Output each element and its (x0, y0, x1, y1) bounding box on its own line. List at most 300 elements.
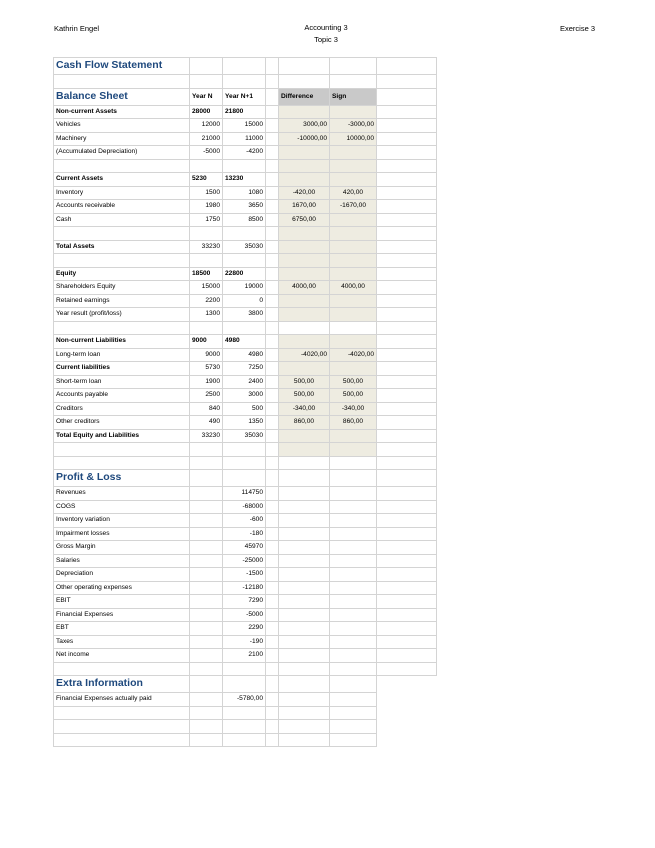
empty-cell[interactable] (329, 57, 377, 75)
empty-cell[interactable] (329, 527, 377, 542)
empty-cell[interactable] (329, 648, 377, 663)
empty-cell[interactable] (329, 733, 377, 748)
empty-cell[interactable] (329, 581, 377, 596)
empty-cell[interactable] (278, 608, 330, 623)
table-cell[interactable]: 19000 (222, 280, 266, 295)
empty-cell[interactable] (278, 226, 330, 241)
table-cell[interactable]: 33230 (189, 429, 223, 444)
empty-cell[interactable] (189, 594, 223, 609)
empty-cell[interactable] (265, 469, 279, 487)
table-cell[interactable]: 3650 (222, 199, 266, 214)
table-cell[interactable]: -10000,00 (278, 132, 330, 147)
empty-cell[interactable] (329, 621, 377, 636)
empty-cell[interactable] (53, 662, 190, 677)
empty-cell[interactable] (376, 226, 437, 241)
empty-cell[interactable] (265, 159, 279, 174)
empty-cell[interactable] (189, 567, 223, 582)
empty-cell[interactable] (376, 159, 437, 174)
empty-cell[interactable] (376, 280, 437, 295)
table-cell[interactable]: Gross Margin (53, 540, 190, 555)
empty-cell[interactable] (329, 105, 377, 120)
empty-cell[interactable] (222, 442, 266, 457)
empty-cell[interactable] (329, 675, 377, 693)
empty-cell[interactable] (329, 226, 377, 241)
table-cell[interactable]: 2100 (222, 648, 266, 663)
empty-cell[interactable] (278, 334, 330, 349)
empty-cell[interactable] (265, 253, 279, 268)
table-cell[interactable]: 500,00 (329, 388, 377, 403)
table-cell[interactable]: Non-current Assets (53, 105, 190, 120)
empty-cell[interactable] (189, 527, 223, 542)
table-cell[interactable]: 500 (222, 402, 266, 417)
empty-cell[interactable] (376, 388, 437, 403)
empty-cell[interactable] (265, 733, 279, 748)
empty-cell[interactable] (278, 513, 330, 528)
empty-cell[interactable] (278, 594, 330, 609)
empty-cell[interactable] (376, 361, 437, 376)
empty-cell[interactable] (265, 321, 279, 336)
table-cell[interactable]: -3000,00 (329, 118, 377, 133)
empty-cell[interactable] (278, 719, 330, 734)
table-cell[interactable]: -190 (222, 635, 266, 650)
table-cell[interactable]: 7290 (222, 594, 266, 609)
empty-cell[interactable] (53, 442, 190, 457)
empty-cell[interactable] (189, 733, 223, 748)
empty-cell[interactable] (265, 692, 279, 707)
empty-cell[interactable] (189, 675, 223, 693)
table-cell[interactable]: 500,00 (329, 375, 377, 390)
table-cell[interactable]: 5730 (189, 361, 223, 376)
table-cell[interactable]: Impairment losses (53, 527, 190, 542)
empty-cell[interactable] (265, 57, 279, 75)
empty-cell[interactable] (278, 105, 330, 120)
table-cell[interactable]: Inventory variation (53, 513, 190, 528)
table-cell[interactable]: 3000 (222, 388, 266, 403)
table-cell[interactable]: Revenues (53, 486, 190, 501)
table-cell[interactable]: Total Assets (53, 240, 190, 255)
empty-cell[interactable] (376, 294, 437, 309)
empty-cell[interactable] (222, 57, 266, 75)
empty-cell[interactable] (265, 226, 279, 241)
table-cell[interactable]: Depreciation (53, 567, 190, 582)
empty-cell[interactable] (329, 429, 377, 444)
empty-cell[interactable] (376, 240, 437, 255)
empty-cell[interactable] (265, 594, 279, 609)
header-year-n1[interactable]: Year N+1 (222, 88, 266, 106)
table-cell[interactable]: 4000,00 (278, 280, 330, 295)
empty-cell[interactable] (278, 145, 330, 160)
empty-cell[interactable] (53, 733, 190, 748)
empty-cell[interactable] (222, 733, 266, 748)
empty-cell[interactable] (222, 456, 266, 471)
empty-cell[interactable] (189, 57, 223, 75)
table-cell[interactable]: 2400 (222, 375, 266, 390)
empty-cell[interactable] (329, 334, 377, 349)
table-cell[interactable]: Current liabilities (53, 361, 190, 376)
empty-cell[interactable] (265, 442, 279, 457)
empty-cell[interactable] (376, 513, 437, 528)
empty-cell[interactable] (278, 307, 330, 322)
table-cell[interactable]: 4000,00 (329, 280, 377, 295)
empty-cell[interactable] (376, 132, 437, 147)
empty-cell[interactable] (189, 719, 223, 734)
table-cell[interactable]: 4980 (222, 348, 266, 363)
empty-cell[interactable] (189, 581, 223, 596)
table-cell[interactable]: 6750,00 (278, 213, 330, 228)
empty-cell[interactable] (278, 240, 330, 255)
empty-cell[interactable] (278, 621, 330, 636)
empty-cell[interactable] (278, 159, 330, 174)
empty-cell[interactable] (265, 456, 279, 471)
table-cell[interactable]: -1500 (222, 567, 266, 582)
empty-cell[interactable] (265, 199, 279, 214)
empty-cell[interactable] (265, 402, 279, 417)
table-cell[interactable]: -5780,00 (222, 692, 266, 707)
empty-cell[interactable] (265, 581, 279, 596)
table-cell[interactable]: 114750 (222, 486, 266, 501)
table-cell[interactable]: 15000 (222, 118, 266, 133)
empty-cell[interactable] (278, 57, 330, 75)
empty-cell[interactable] (189, 74, 223, 89)
table-cell[interactable]: Financial Expenses actually paid (53, 692, 190, 707)
empty-cell[interactable] (376, 621, 437, 636)
empty-cell[interactable] (376, 253, 437, 268)
table-cell[interactable]: 3800 (222, 307, 266, 322)
empty-cell[interactable] (222, 321, 266, 336)
table-cell[interactable]: 1300 (189, 307, 223, 322)
empty-cell[interactable] (376, 594, 437, 609)
empty-cell[interactable] (376, 267, 437, 282)
empty-cell[interactable] (278, 733, 330, 748)
table-cell[interactable]: Accounts payable (53, 388, 190, 403)
table-cell[interactable]: 3000,00 (278, 118, 330, 133)
profit-loss-title[interactable]: Profit & Loss (53, 469, 190, 487)
table-cell[interactable]: 420,00 (329, 186, 377, 201)
table-cell[interactable]: 10000,00 (329, 132, 377, 147)
empty-cell[interactable] (222, 675, 266, 693)
empty-cell[interactable] (265, 213, 279, 228)
empty-cell[interactable] (222, 253, 266, 268)
empty-cell[interactable] (265, 88, 279, 106)
table-cell[interactable]: Equity (53, 267, 190, 282)
empty-cell[interactable] (376, 527, 437, 542)
empty-cell[interactable] (278, 74, 330, 89)
empty-cell[interactable] (265, 186, 279, 201)
empty-cell[interactable] (53, 719, 190, 734)
empty-cell[interactable] (329, 321, 377, 336)
table-cell[interactable]: -68000 (222, 500, 266, 515)
table-cell[interactable]: Current Assets (53, 172, 190, 187)
empty-cell[interactable] (265, 74, 279, 89)
empty-cell[interactable] (278, 581, 330, 596)
table-cell[interactable]: Inventory (53, 186, 190, 201)
table-cell[interactable]: Other operating expenses (53, 581, 190, 596)
empty-cell[interactable] (376, 567, 437, 582)
empty-cell[interactable] (329, 500, 377, 515)
table-cell[interactable]: 7250 (222, 361, 266, 376)
empty-cell[interactable] (189, 608, 223, 623)
empty-cell[interactable] (278, 706, 330, 721)
table-cell[interactable]: Cash (53, 213, 190, 228)
table-cell[interactable]: 28000 (189, 105, 223, 120)
table-cell[interactable]: 500,00 (278, 388, 330, 403)
empty-cell[interactable] (329, 213, 377, 228)
table-cell[interactable]: -600 (222, 513, 266, 528)
empty-cell[interactable] (329, 608, 377, 623)
empty-cell[interactable] (53, 74, 190, 89)
table-cell[interactable]: (Accumulated Depreciation) (53, 145, 190, 160)
empty-cell[interactable] (278, 692, 330, 707)
table-cell[interactable]: 1900 (189, 375, 223, 390)
table-cell[interactable]: 1080 (222, 186, 266, 201)
empty-cell[interactable] (329, 145, 377, 160)
table-cell[interactable]: Vehicles (53, 118, 190, 133)
empty-cell[interactable] (376, 172, 437, 187)
empty-cell[interactable] (189, 540, 223, 555)
empty-cell[interactable] (376, 199, 437, 214)
empty-cell[interactable] (376, 469, 437, 487)
empty-cell[interactable] (265, 294, 279, 309)
empty-cell[interactable] (278, 456, 330, 471)
empty-cell[interactable] (265, 486, 279, 501)
table-cell[interactable]: 15000 (189, 280, 223, 295)
empty-cell[interactable] (376, 321, 437, 336)
table-cell[interactable]: EBIT (53, 594, 190, 609)
empty-cell[interactable] (329, 294, 377, 309)
empty-cell[interactable] (278, 567, 330, 582)
empty-cell[interactable] (265, 429, 279, 444)
empty-cell[interactable] (329, 442, 377, 457)
table-cell[interactable]: 45970 (222, 540, 266, 555)
table-cell[interactable]: Retained earnings (53, 294, 190, 309)
empty-cell[interactable] (189, 635, 223, 650)
empty-cell[interactable] (189, 456, 223, 471)
empty-cell[interactable] (376, 648, 437, 663)
table-cell[interactable]: -4020,00 (329, 348, 377, 363)
table-cell[interactable]: 35030 (222, 240, 266, 255)
table-cell[interactable]: Other creditors (53, 415, 190, 430)
empty-cell[interactable] (376, 88, 437, 106)
extra-info-title[interactable]: Extra Information (53, 675, 190, 693)
table-cell[interactable]: 1670,00 (278, 199, 330, 214)
table-cell[interactable]: 840 (189, 402, 223, 417)
empty-cell[interactable] (278, 527, 330, 542)
empty-cell[interactable] (222, 226, 266, 241)
empty-cell[interactable] (376, 456, 437, 471)
empty-cell[interactable] (376, 540, 437, 555)
table-cell[interactable]: 2500 (189, 388, 223, 403)
empty-cell[interactable] (265, 648, 279, 663)
empty-cell[interactable] (376, 105, 437, 120)
empty-cell[interactable] (222, 706, 266, 721)
empty-cell[interactable] (278, 635, 330, 650)
empty-cell[interactable] (329, 361, 377, 376)
empty-cell[interactable] (376, 500, 437, 515)
table-cell[interactable]: 0 (222, 294, 266, 309)
empty-cell[interactable] (329, 240, 377, 255)
empty-cell[interactable] (376, 348, 437, 363)
table-cell[interactable]: 4980 (222, 334, 266, 349)
table-cell[interactable]: Net income (53, 648, 190, 663)
empty-cell[interactable] (278, 294, 330, 309)
empty-cell[interactable] (189, 662, 223, 677)
table-cell[interactable]: 21000 (189, 132, 223, 147)
table-cell[interactable]: 8500 (222, 213, 266, 228)
empty-cell[interactable] (189, 706, 223, 721)
balance-sheet-title[interactable]: Balance Sheet (53, 88, 190, 106)
empty-cell[interactable] (376, 118, 437, 133)
empty-cell[interactable] (329, 159, 377, 174)
cash-flow-title[interactable]: Cash Flow Statement (53, 57, 190, 75)
table-cell[interactable]: Machinery (53, 132, 190, 147)
header-sign[interactable]: Sign (329, 88, 377, 106)
empty-cell[interactable] (53, 226, 190, 241)
table-cell[interactable]: 13230 (222, 172, 266, 187)
empty-cell[interactable] (329, 692, 377, 707)
empty-cell[interactable] (376, 581, 437, 596)
empty-cell[interactable] (376, 213, 437, 228)
empty-cell[interactable] (329, 513, 377, 528)
empty-cell[interactable] (329, 172, 377, 187)
empty-cell[interactable] (376, 662, 437, 677)
empty-cell[interactable] (278, 442, 330, 457)
empty-cell[interactable] (222, 159, 266, 174)
empty-cell[interactable] (376, 375, 437, 390)
table-cell[interactable]: 9000 (189, 348, 223, 363)
empty-cell[interactable] (265, 307, 279, 322)
table-cell[interactable]: Creditors (53, 402, 190, 417)
header-difference[interactable]: Difference (278, 88, 330, 106)
empty-cell[interactable] (265, 675, 279, 693)
empty-cell[interactable] (329, 253, 377, 268)
header-year-n[interactable]: Year N (189, 88, 223, 106)
empty-cell[interactable] (189, 621, 223, 636)
table-cell[interactable]: 35030 (222, 429, 266, 444)
empty-cell[interactable] (222, 469, 266, 487)
empty-cell[interactable] (189, 159, 223, 174)
empty-cell[interactable] (278, 172, 330, 187)
table-cell[interactable]: Year result (profit/loss) (53, 307, 190, 322)
empty-cell[interactable] (265, 280, 279, 295)
empty-cell[interactable] (265, 361, 279, 376)
empty-cell[interactable] (222, 662, 266, 677)
empty-cell[interactable] (278, 267, 330, 282)
table-cell[interactable]: Non-current Liabilities (53, 334, 190, 349)
empty-cell[interactable] (278, 486, 330, 501)
table-cell[interactable]: 1750 (189, 213, 223, 228)
empty-cell[interactable] (265, 348, 279, 363)
empty-cell[interactable] (265, 415, 279, 430)
empty-cell[interactable] (222, 719, 266, 734)
empty-cell[interactable] (329, 74, 377, 89)
empty-cell[interactable] (265, 388, 279, 403)
empty-cell[interactable] (329, 567, 377, 582)
empty-cell[interactable] (376, 608, 437, 623)
empty-cell[interactable] (265, 172, 279, 187)
empty-cell[interactable] (265, 706, 279, 721)
empty-cell[interactable] (329, 719, 377, 734)
table-cell[interactable]: -12180 (222, 581, 266, 596)
table-cell[interactable]: 18500 (189, 267, 223, 282)
table-cell[interactable]: 9000 (189, 334, 223, 349)
empty-cell[interactable] (376, 554, 437, 569)
empty-cell[interactable] (329, 594, 377, 609)
empty-cell[interactable] (265, 719, 279, 734)
empty-cell[interactable] (189, 554, 223, 569)
empty-cell[interactable] (329, 486, 377, 501)
empty-cell[interactable] (265, 662, 279, 677)
empty-cell[interactable] (278, 554, 330, 569)
table-cell[interactable]: 500,00 (278, 375, 330, 390)
empty-cell[interactable] (278, 429, 330, 444)
empty-cell[interactable] (53, 253, 190, 268)
table-cell[interactable]: Salaries (53, 554, 190, 569)
empty-cell[interactable] (265, 608, 279, 623)
empty-cell[interactable] (189, 226, 223, 241)
table-cell[interactable]: Taxes (53, 635, 190, 650)
empty-cell[interactable] (189, 513, 223, 528)
empty-cell[interactable] (53, 321, 190, 336)
empty-cell[interactable] (265, 240, 279, 255)
table-cell[interactable]: -5000 (222, 608, 266, 623)
empty-cell[interactable] (376, 442, 437, 457)
empty-cell[interactable] (278, 253, 330, 268)
table-cell[interactable]: Accounts receivable (53, 199, 190, 214)
empty-cell[interactable] (376, 57, 437, 75)
empty-cell[interactable] (329, 554, 377, 569)
empty-cell[interactable] (265, 500, 279, 515)
empty-cell[interactable] (53, 706, 190, 721)
empty-cell[interactable] (329, 307, 377, 322)
empty-cell[interactable] (189, 500, 223, 515)
empty-cell[interactable] (278, 540, 330, 555)
empty-cell[interactable] (189, 692, 223, 707)
empty-cell[interactable] (222, 74, 266, 89)
table-cell[interactable]: 22800 (222, 267, 266, 282)
empty-cell[interactable] (376, 334, 437, 349)
empty-cell[interactable] (265, 105, 279, 120)
table-cell[interactable]: EBT (53, 621, 190, 636)
empty-cell[interactable] (278, 662, 330, 677)
table-cell[interactable]: -180 (222, 527, 266, 542)
table-cell[interactable]: Short-term loan (53, 375, 190, 390)
empty-cell[interactable] (278, 500, 330, 515)
empty-cell[interactable] (53, 456, 190, 471)
table-cell[interactable]: Long-term loan (53, 348, 190, 363)
empty-cell[interactable] (376, 486, 437, 501)
empty-cell[interactable] (265, 621, 279, 636)
table-cell[interactable]: 860,00 (278, 415, 330, 430)
table-cell[interactable]: -25000 (222, 554, 266, 569)
table-cell[interactable]: 11000 (222, 132, 266, 147)
empty-cell[interactable] (265, 527, 279, 542)
empty-cell[interactable] (329, 469, 377, 487)
table-cell[interactable]: 2290 (222, 621, 266, 636)
table-cell[interactable]: -4020,00 (278, 348, 330, 363)
table-cell[interactable]: Total Equity and Liabilities (53, 429, 190, 444)
empty-cell[interactable] (376, 74, 437, 89)
empty-cell[interactable] (278, 648, 330, 663)
table-cell[interactable]: Financial Expenses (53, 608, 190, 623)
empty-cell[interactable] (329, 540, 377, 555)
empty-cell[interactable] (376, 429, 437, 444)
empty-cell[interactable] (329, 662, 377, 677)
table-cell[interactable]: -4200 (222, 145, 266, 160)
table-cell[interactable]: Shareholders Equity (53, 280, 190, 295)
table-cell[interactable]: -340,00 (278, 402, 330, 417)
table-cell[interactable]: 490 (189, 415, 223, 430)
empty-cell[interactable] (53, 159, 190, 174)
